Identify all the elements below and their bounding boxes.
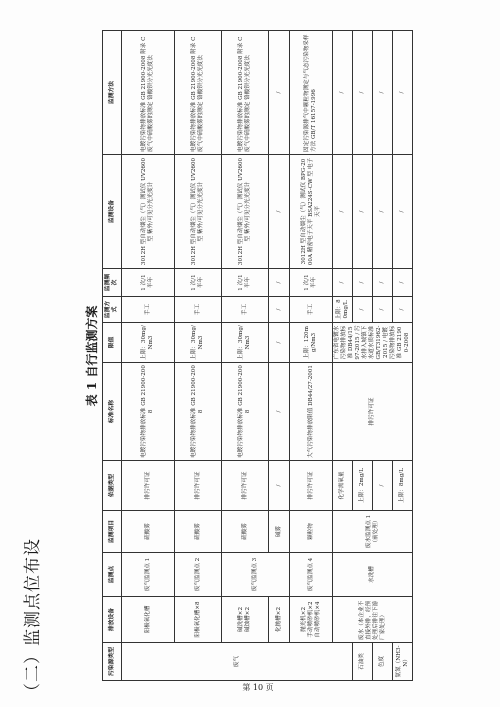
equipment-cell: 3012H 型自动烟尘（气）测试仪 UV2600 型 紫外/可见分光光度计 (222, 155, 269, 269)
device-cell: 阳极氧化槽 (122, 597, 175, 643)
mode-cell: 手工 (222, 297, 269, 323)
device-cell: 化抛槽×2 (269, 597, 290, 643)
dash-cell: / (333, 269, 353, 297)
limit-cell: 上限：8mg/L (393, 461, 413, 511)
header-cell: 监测方式 (103, 297, 122, 323)
standard-cell: 大气污染物排放限值 DB44/27-2001 (290, 363, 333, 461)
header-cell: 监测频次 (103, 269, 122, 297)
basis-cell: 排污许可证 (122, 461, 175, 511)
header-cell: 监测方法 (103, 31, 122, 155)
header-cell: 限值 (103, 323, 122, 363)
device-line: 手动喷砂机×2 (307, 601, 314, 638)
point-cell: 废气监测点 4 (290, 553, 333, 597)
item-cell: 硫酸雾 (222, 511, 269, 553)
freq-cell: 1 次/1 半年 (290, 269, 333, 297)
dash-cell: / (353, 155, 373, 269)
table-row (290, 31, 333, 681)
method-cell: 电镀污染物排放标准 GB 21900-2008 附录 C 废气中硫酸雾的测定 铬酸钡分光光度法 (175, 31, 222, 155)
method-cell: 固定污染源排气中颗粒物测定与气态污染物采样方法 GB/T 16157-1996 (290, 31, 333, 155)
limit-cell: 上限：2mg/L (353, 461, 373, 511)
device-line: 抛光机×2 (300, 606, 307, 633)
mode-cell: 手工 (290, 297, 333, 323)
table-row (122, 31, 175, 681)
mode-cell: 手工 (122, 297, 175, 323)
header-cell: 标准名称 (103, 363, 122, 461)
dash-cell: / (333, 31, 353, 155)
mode-cell: 手工 (175, 297, 222, 323)
freq-cell: 1 次/1 半年 (175, 269, 222, 297)
dash-cell: / (373, 31, 393, 155)
dash-cell: / (353, 31, 373, 155)
item-cell: 化学需氧量 (333, 461, 353, 511)
item-cell: 色度 (373, 643, 393, 681)
limit-cell: 上限：30mg/Nm3 (222, 323, 269, 363)
header-cell: 监测设备 (103, 155, 122, 269)
dash-cell: / (373, 155, 393, 269)
dash-cell: / (269, 461, 290, 511)
dash-cell: / (393, 297, 413, 323)
device-line: 自动喷砂机×4 (314, 601, 321, 638)
table-row (222, 31, 269, 681)
standard-cell: 电镀污染物排放标准 GB 21900-2008 (222, 363, 269, 461)
device-line: 碱洗槽×2 (238, 606, 244, 633)
page-number: 第 10 页 (242, 683, 274, 692)
item-cell: 硫酸雾 (175, 511, 222, 553)
equipment-cell: 3012H 型自动烟尘（气）测试仪 UV2600 型 紫外/可见分光光度计 (175, 155, 222, 269)
monitoring-plan-table (102, 30, 413, 681)
equipment-cell: 3012H 型自动烟尘（气）测试仪 UV2600 型 紫外/可见分光光度计 (122, 155, 175, 269)
equipment-cell: 3012H 型自动烟尘（气）测试仪 BPG-2000A 精密电子天平 BSA224S-CW 型 电子天平 (290, 155, 333, 269)
point-cell: 废气监测点 1 (122, 553, 175, 597)
point-cell: 废气监测点 2 (175, 553, 222, 597)
dash-cell: / (373, 297, 393, 323)
rotated-table-frame (82, 31, 412, 681)
dash-cell: / (269, 297, 290, 323)
standard-cell: 广东省电镀水污染物排放标准 DB44/1597-2015 / 污水排入城镇下水道水质标准 GB/T31962-2015 / 电镀污染物排放标准 GB 21900-2008 (333, 323, 413, 363)
limit-cell: / (373, 461, 393, 511)
point-cell: 废水监测点 1（前处理） (333, 511, 413, 553)
header-cell: 监测项目 (103, 511, 122, 553)
basis-cell: 排污许可证 (222, 461, 269, 511)
limit-cell: 上限：30mg/Nm3 (175, 323, 222, 363)
dash-cell: / (333, 155, 353, 269)
dash-cell: / (269, 323, 290, 363)
device-line: 碱蚀槽×2 (245, 606, 251, 633)
freq-cell: 1 次/1 半年 (222, 269, 269, 297)
header-cell: 污染源类型 (103, 643, 122, 681)
dash-cell: / (269, 363, 290, 461)
dash-cell: / (393, 31, 413, 155)
item-cell: 碱雾 (269, 511, 290, 553)
dash-cell: / (393, 269, 413, 297)
header-cell: 排放设备 (103, 597, 122, 643)
limit-cell: 上限：80mg/L (333, 297, 353, 323)
source-type-cell: 废气 (122, 643, 353, 681)
method-cell: 电镀污染物排放标准 GB 21900-2008 附录 C 废气中硫酸雾的测定 铬酸钡分光光度法 (222, 31, 269, 155)
item-cell: 氨氮（NH3-N） (393, 643, 413, 681)
header-cell: 监测点 (103, 553, 122, 597)
point-cell: 废气监测点 3 (222, 553, 290, 597)
dash-cell: / (269, 155, 290, 269)
dash-cell: / (373, 269, 393, 297)
standard-cell: 电镀污染物排放标准 GB 21900-2008 (175, 363, 222, 461)
dash-cell: / (269, 31, 290, 155)
dash-cell: / (353, 269, 373, 297)
device-cell: 阳极氧化槽×8 (175, 597, 222, 643)
method-cell: 电镀污染物排放标准 GB 21900-2008 附录 C 废气中硫酸雾的测定 铬酸钡分光光度法 (122, 31, 175, 155)
standard-cell: 电镀污染物排放标准 GB 21900-2008 (122, 363, 175, 461)
basis-cell: 排污许可证 (175, 461, 222, 511)
dash-cell: / (269, 269, 290, 297)
item-cell: 颗粒物 (290, 511, 333, 553)
item-cell: 石油类 (353, 643, 373, 681)
table-header-row (103, 31, 122, 681)
device-cell (290, 597, 333, 643)
table-title: 表 1 自行监测方案 (85, 305, 99, 407)
limit-cell: 上限：120mg/Nm3 (290, 323, 333, 363)
limit-cell: 上限：30mg/Nm3 (122, 323, 175, 363)
item-cell: 硫酸雾 (122, 511, 175, 553)
device-cell (222, 597, 269, 643)
basis-cell: 排污许可证 (333, 363, 413, 461)
device-cell: 水洗槽 (333, 553, 413, 597)
basis-cell: 排污许可证 (290, 461, 333, 511)
section-heading: （二）监测点位布设 (23, 538, 43, 700)
dash-cell: / (393, 155, 413, 269)
dash-cell: / (353, 297, 373, 323)
header-cell: 依据类型 (103, 461, 122, 511)
table-row (175, 31, 222, 681)
source-type-cell: 废水（本企业不直接外排，经预处理后排往下游厂家处理） (333, 597, 413, 643)
table-row (333, 31, 353, 681)
freq-cell: 1 次/1 半年 (122, 269, 175, 297)
